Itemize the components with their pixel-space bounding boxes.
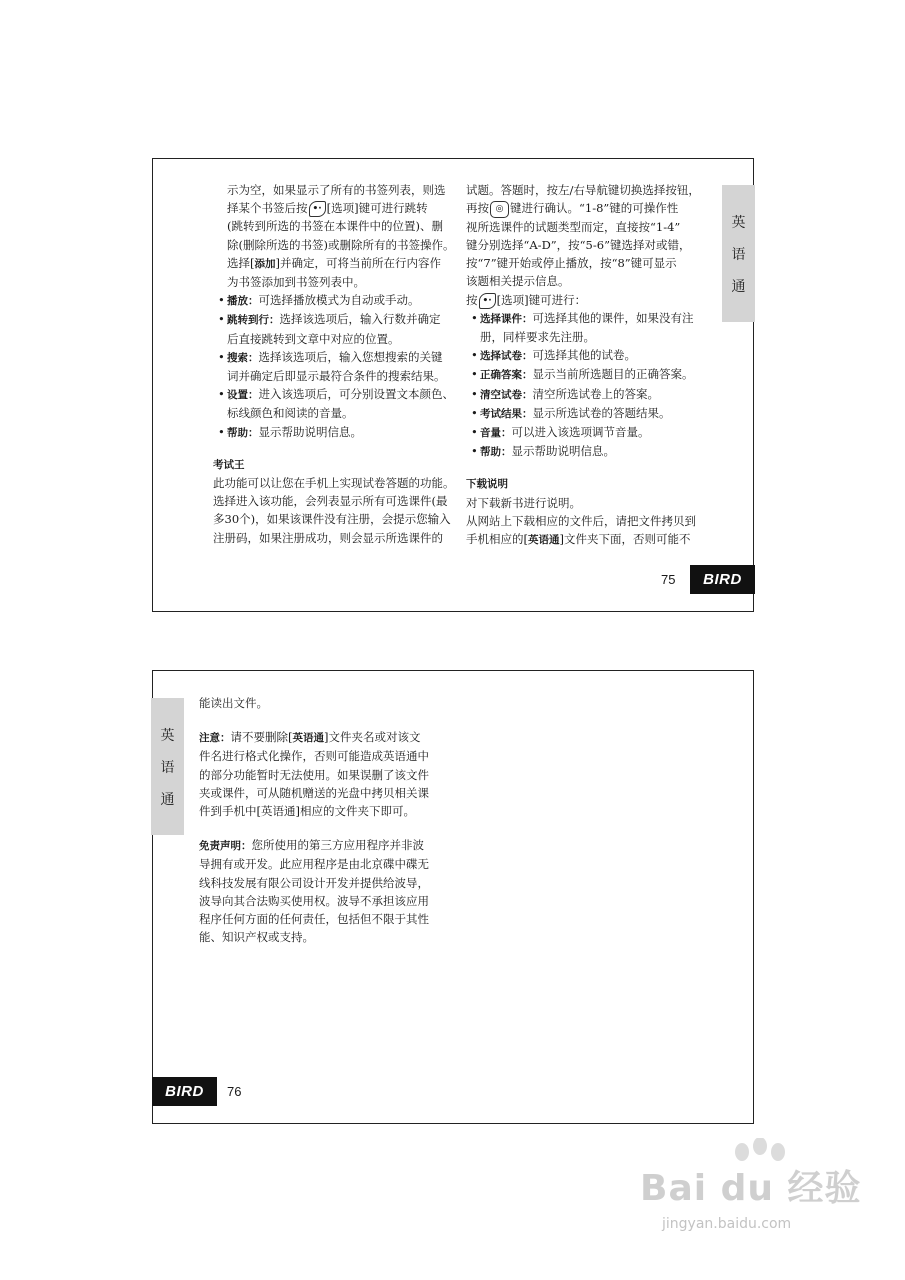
- bullet-item: [213, 291, 468, 310]
- text-line: (跳转到所选的书签在本课件中的位置)、删: [227, 219, 443, 234]
- manual-page-76: [152, 670, 754, 1124]
- page-76-column: [199, 694, 459, 946]
- text-line: 程序任何方面的任何责任，包括但不限于其性: [199, 912, 429, 927]
- text-line: 试题。答题时，按左/右导航键切换选择按钮，: [466, 183, 700, 197]
- bullet-item: [466, 309, 718, 346]
- bullet-item: [466, 346, 718, 365]
- bold-term: 添加: [254, 257, 276, 270]
- text-line: 导拥有或开发。此应用程序是由北京碟中碟无: [199, 857, 429, 872]
- bullet-item: [466, 385, 718, 404]
- bullet-term: 正确答案：: [480, 369, 533, 382]
- text-line: 按“7”键开始或停止播放，按“8”键可显示: [466, 256, 677, 271]
- bullet-term: 搜索：: [227, 351, 259, 364]
- text-fragment: 您所使用的第三方应用程序并非波: [251, 838, 424, 853]
- bullet-continuation: 册，同样要求先注册。: [480, 329, 595, 344]
- bullet-text: 选择该选项后，输入您想搜索的关键: [258, 349, 443, 364]
- tab-char: 语: [731, 246, 746, 263]
- bullet-text: 可以进入该选项调节音量。: [511, 424, 650, 439]
- text-line: 该题相关提示信息。: [466, 274, 570, 289]
- text-fragment: 请不要删除[: [230, 730, 293, 745]
- text-line: 能读出文件。: [199, 696, 268, 710]
- text-line: 从网站上下载相应的文件后，请把文件拷贝到: [466, 513, 696, 528]
- tab-char: 通: [160, 791, 175, 808]
- bird-logo: BIRD: [690, 565, 755, 594]
- bullet-item: [213, 423, 468, 442]
- text-fragment: 选择[: [227, 255, 255, 270]
- text-line: 此功能可以让您在手机上实现试卷答题的功能。: [213, 476, 455, 491]
- bullet-text: 可选择播放模式为自动或手动。: [258, 293, 420, 308]
- bullet-continuation: 标线颜色和阅读的音量。: [227, 406, 354, 421]
- tab-char: 英: [160, 727, 175, 744]
- watermark-brand: Bai du 经验: [640, 1168, 862, 1209]
- bullet-item: [466, 423, 718, 442]
- text-line: 键分别选择“A-D”，按“5-6”键选择对或错，: [466, 237, 691, 252]
- chapter-side-tab: [151, 698, 184, 835]
- bullet-text: 清空所选试卷上的答案。: [532, 386, 659, 401]
- text-line: 除(删除所选的书签)或删除所有的书签操作。: [227, 237, 455, 252]
- text-line: 的部分功能暂时无法使用。如果误删了该文件: [199, 767, 429, 782]
- bullet-continuation: 词并确定后即显示最符合条件的搜索结果。: [227, 369, 446, 384]
- bullet-text: 显示帮助说明信息。: [258, 424, 362, 439]
- bullet-term: 播放：: [227, 295, 259, 308]
- text-line: [466, 199, 718, 218]
- page-number: 75: [661, 572, 676, 587]
- text-line: [466, 530, 718, 549]
- text-line: 为书签添加到书签列表中。: [227, 275, 365, 290]
- text-line: 件名进行格式化操作，否则可能造成英语通中: [199, 749, 429, 764]
- bullet-text: 选择该选项后，输入行数并确定: [279, 312, 441, 327]
- bullet-term: 音量：: [480, 426, 512, 439]
- bold-term: 英语通: [528, 533, 560, 546]
- section-title: 考试王: [213, 458, 245, 471]
- page-number: 76: [227, 1084, 242, 1099]
- manual-page-75: [152, 158, 754, 612]
- text-line: 能、知识产权或支持。: [199, 930, 314, 945]
- text-line: 视所选课件的试题类型而定，直接按“1-4”: [466, 219, 681, 234]
- text-line: 件到手机中[英语通]相应的文件夹下即可。: [199, 804, 415, 819]
- bullet-text: 显示帮助说明信息。: [511, 444, 615, 459]
- ok-key-icon: ◎: [490, 201, 509, 218]
- bullet-term: 帮助：: [227, 426, 259, 439]
- text-fragment: [选项]键可进行跳转: [326, 201, 428, 216]
- bullet-text: 显示当前所选题目的正确答案。: [532, 367, 694, 382]
- soft-key-icon: •·: [309, 201, 326, 217]
- bullet-text: 进入该选项后，可分别设置文本颜色、: [258, 387, 454, 402]
- disclaimer-label: 免责声明：: [199, 840, 252, 853]
- text-line: 选择进入该功能，会列表显示所有可选课件(最: [213, 494, 448, 509]
- left-column: [213, 181, 468, 547]
- text-fragment: 再按: [466, 201, 489, 216]
- bullet-text: 可选择其他的课件，如果没有注: [532, 310, 694, 325]
- bullet-term: 跳转到行：: [227, 314, 280, 327]
- soft-key-icon: •·: [479, 293, 496, 309]
- bullet-term: 选择试卷：: [480, 350, 533, 363]
- section-title: 下载说明: [466, 478, 508, 491]
- text-line: 多30个)，如果该课件没有注册，会提示您输入: [213, 512, 451, 527]
- bullet-term: 帮助：: [480, 446, 512, 459]
- text-line: 线科技发展有限公司设计开发并提供给波导，: [199, 875, 429, 890]
- bullet-text: 显示所选试卷的答题结果。: [532, 405, 671, 420]
- chapter-side-tab: [722, 185, 755, 322]
- bullet-term: 考试结果：: [480, 407, 533, 420]
- watermark-url: jingyan.baidu.com: [662, 1216, 792, 1232]
- text-fragment: [选项]键可进行：: [496, 292, 587, 307]
- bullet-item: [466, 442, 718, 461]
- text-fragment: ]文件夹名或对该文: [324, 730, 421, 745]
- bullet-term: 清空试卷：: [480, 388, 533, 401]
- right-column: [466, 181, 718, 549]
- bullet-item: [213, 310, 468, 347]
- bullet-continuation: 后直接跳转到文章中对应的位置。: [227, 331, 400, 346]
- text-line: 对下载新书进行说明。: [466, 495, 581, 510]
- bird-logo: BIRD: [152, 1077, 217, 1106]
- text-line: 夹或课件，可从随机赠送的光盘中拷贝相关课: [199, 785, 429, 800]
- bullet-item: [213, 385, 468, 422]
- baidu-jingyan-watermark: [640, 1138, 880, 1258]
- text-fragment: 手机相应的[: [466, 531, 528, 546]
- disclaimer-line: [199, 836, 459, 855]
- note-label: 注意：: [199, 732, 231, 745]
- text-line: 示为空，如果显示了所有的书签列表，则选: [227, 183, 446, 197]
- text-line: [213, 199, 468, 217]
- text-line: 波导向其合法购买使用权。波导不承担该应用: [199, 893, 429, 908]
- tab-char: 英: [731, 214, 746, 231]
- bullet-item: [213, 348, 468, 385]
- bullet-term: 选择课件：: [480, 312, 533, 325]
- bullet-term: 设置：: [227, 389, 259, 402]
- bullet-text: 可选择其他的试卷。: [532, 348, 636, 363]
- bullet-item: [466, 404, 718, 423]
- tab-char: 语: [160, 759, 175, 776]
- text-line: [466, 291, 718, 309]
- text-fragment: ]并确定，可将当前所在行内容作: [275, 255, 441, 270]
- bullet-item: [466, 365, 718, 384]
- tab-char: 通: [731, 278, 746, 295]
- note-line: [199, 728, 459, 747]
- text-fragment: 键进行确认。“1-8”键的可操作性: [510, 201, 679, 216]
- text-fragment: 择某个书签后按: [227, 201, 308, 216]
- text-fragment: ]文件夹下面，否则可能不: [559, 531, 691, 546]
- text-line: [213, 254, 468, 273]
- text-line: 注册码，如果注册成功，则会显示所选课件的: [213, 530, 443, 545]
- bold-term: 英语通: [292, 732, 324, 745]
- text-fragment: 按: [466, 292, 478, 307]
